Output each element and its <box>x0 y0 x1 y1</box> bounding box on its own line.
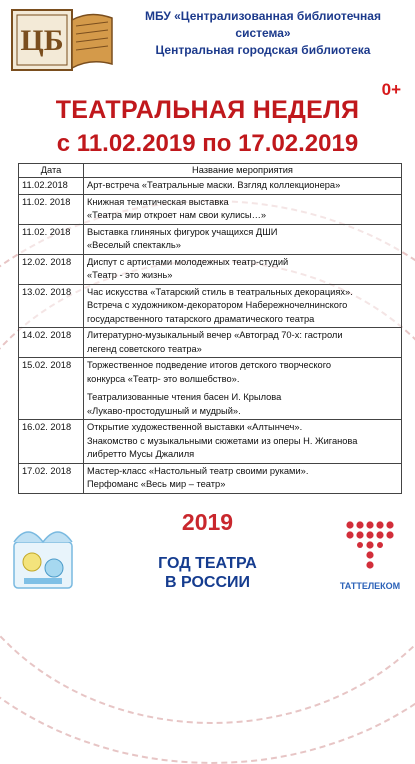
event-title-line: Арт-встреча «Театральные маски. Взгляд коллекционера» <box>87 180 341 190</box>
event-title-line: «Веселый спектакль» <box>87 240 181 250</box>
event-title-cell <box>84 463 402 493</box>
table-header-row <box>19 164 402 178</box>
event-title-line: Знакомство с музыкальными сюжетами из оперы Н. Жиганова <box>87 435 358 446</box>
event-title-line: Диспут с артистами молодежных театр-студий <box>87 256 289 267</box>
event-date-cell: 14.02. 2018 <box>19 328 84 358</box>
event-title-line: легенд советского театра» <box>87 343 202 354</box>
event-title-line: Торжественное подведение итогов детского творческого <box>87 360 332 370</box>
svg-text:ЦБ: ЦБ <box>20 24 64 57</box>
event-title-line: государственного татарского драматического театра <box>87 313 315 324</box>
event-title-cell <box>84 178 402 195</box>
year-2019-label: 2019 <box>181 509 234 535</box>
page-title: ТЕАТРАЛЬНАЯ НЕДЕЛЯ <box>55 96 360 124</box>
sponsor-logo <box>337 516 403 596</box>
event-title-cell <box>84 358 402 420</box>
event-title-cell <box>84 224 402 254</box>
table-row <box>19 178 402 195</box>
events-table <box>18 163 402 494</box>
organization-line-2: Центральная городская библиотека <box>155 43 371 57</box>
sponsor-name: ТАТТЕЛЕКОМ <box>339 581 401 591</box>
event-date-cell: 11.02. 2018 <box>19 194 84 224</box>
table-row <box>19 224 402 254</box>
table-row <box>19 254 402 284</box>
library-logo <box>8 6 120 74</box>
table-row <box>19 463 402 493</box>
event-title-line: «Театр - это жизнь» <box>87 270 173 280</box>
year-of-theatre-line-2: В РОССИИ <box>164 574 250 591</box>
event-title-cell <box>84 284 402 328</box>
event-title-line: Встреча с художником-декоратором Набережночелнинского <box>87 300 348 310</box>
page-subtitle-dates: с 11.02.2019 по 17.02.2019 <box>56 130 359 157</box>
event-date-cell: 16.02. 2018 <box>19 420 84 464</box>
event-title-line: конкурса «Театр- это волшебство». <box>87 373 240 384</box>
event-title-cell <box>84 194 402 224</box>
event-title-line: Театрализованные чтения басен И. Крылова <box>87 392 282 402</box>
table-row <box>19 284 402 328</box>
event-title-line: Мастер-класс «Настольный театр своими руками». <box>87 465 309 476</box>
event-title-cell <box>84 328 402 358</box>
event-date-cell: 11.02.2018 <box>19 178 84 195</box>
event-title-line: Книжная тематическая выставка <box>87 196 229 207</box>
table-row <box>19 420 402 464</box>
table-row <box>19 328 402 358</box>
event-title-line: «Лукаво-простодушный и мудрый». <box>87 405 241 416</box>
tattelecom-icon <box>341 516 399 574</box>
column-header-event: Название мероприятия <box>84 164 402 178</box>
event-title-cell <box>84 254 402 284</box>
age-rating-badge: 0+ <box>381 80 401 99</box>
event-date-cell: 12.02. 2018 <box>19 254 84 284</box>
event-date-cell: 15.02. 2018 <box>19 358 84 420</box>
column-header-date: Дата <box>19 164 84 178</box>
event-title-line: Час искусства «Татарский стиль в театральных декорациях». <box>87 286 353 297</box>
year-of-theatre-line-1: ГОД ТЕАТРА <box>158 555 257 572</box>
event-title-line: Открытие художественной выставки «Алтынчеч». <box>87 422 303 432</box>
organization-line-1: МБУ «Централизованная библиотечная система» <box>145 9 381 40</box>
event-date-cell: 13.02. 2018 <box>19 284 84 328</box>
event-title-line: Перфоманс «Весь мир – театр» <box>87 479 226 489</box>
organization-name <box>118 8 408 59</box>
event-date-cell: 11.02. 2018 <box>19 224 84 254</box>
event-title-line: Литературно-музыкальный вечер «Автоград 70-х: гастроли <box>87 330 343 340</box>
event-title-line: Выставка глиняных фигурок учащихся ДШИ <box>87 226 278 237</box>
event-title-line: либретто Мусы Джалиля <box>87 449 195 459</box>
table-row <box>19 358 402 420</box>
event-date-cell: 17.02. 2018 <box>19 463 84 493</box>
table-row <box>19 194 402 224</box>
event-title-line: «Театра мир откроет нам свои кулисы…» <box>87 210 267 220</box>
event-title-cell <box>84 420 402 464</box>
